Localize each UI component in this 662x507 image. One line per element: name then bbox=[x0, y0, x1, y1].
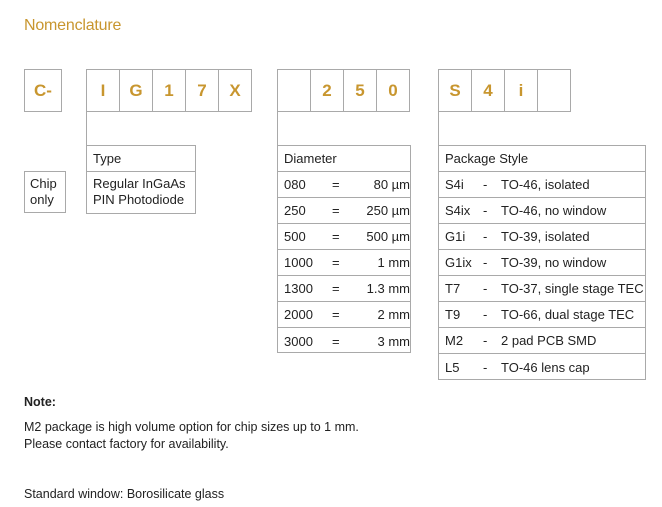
diameter-code: 250 bbox=[284, 203, 306, 218]
table-row bbox=[439, 354, 645, 380]
table-row bbox=[439, 328, 645, 354]
package-description: TO-39, no window bbox=[501, 255, 607, 270]
table-row bbox=[278, 172, 410, 198]
package-code: M2 bbox=[445, 333, 464, 348]
code-prefix-box: C- bbox=[24, 69, 62, 112]
table-row bbox=[439, 276, 645, 302]
package-table bbox=[438, 145, 646, 380]
diameter-code: 2000 bbox=[284, 307, 313, 322]
table-row bbox=[278, 250, 410, 276]
package-code: L5 bbox=[445, 359, 460, 375]
table-row bbox=[439, 198, 645, 224]
code-box-g1-1: I bbox=[86, 69, 120, 112]
code-box-g2-1 bbox=[277, 69, 311, 112]
diameter-table-header: Diameter bbox=[278, 146, 410, 172]
chip-only-label bbox=[24, 171, 66, 213]
package-description: 2 pad PCB SMD bbox=[501, 333, 597, 348]
connector-diameter bbox=[277, 112, 278, 145]
dash-separator: - bbox=[483, 281, 488, 296]
page-title: Nomenclature bbox=[24, 17, 122, 34]
dash-separator: - bbox=[483, 307, 488, 322]
code-box-g3-1: S bbox=[438, 69, 472, 112]
diameter-code: 500 bbox=[284, 229, 306, 244]
code-box-g2-3: 5 bbox=[343, 69, 377, 112]
package-code: G1ix bbox=[445, 255, 472, 270]
equals-sign: = bbox=[332, 255, 340, 270]
dash-separator: - bbox=[483, 229, 488, 244]
connector-package bbox=[438, 112, 439, 145]
table-row bbox=[278, 276, 410, 302]
code-box-g3-3: i bbox=[504, 69, 538, 112]
dash-separator: - bbox=[483, 359, 488, 375]
diameter-value: 3 mm bbox=[377, 333, 410, 349]
type-line1: Regular InGaAs bbox=[93, 176, 186, 191]
type-table-header: Type bbox=[87, 146, 195, 172]
diameter-value: 250 µm bbox=[366, 203, 410, 218]
code-box-g1-5: X bbox=[218, 69, 252, 112]
equals-sign: = bbox=[332, 281, 340, 296]
package-code: T9 bbox=[445, 307, 461, 322]
code-box-g1-2: G bbox=[119, 69, 153, 112]
table-row bbox=[439, 224, 645, 250]
dash-separator: - bbox=[483, 203, 488, 218]
dash-separator: - bbox=[483, 177, 488, 192]
equals-sign: = bbox=[332, 333, 340, 349]
equals-sign: = bbox=[332, 229, 340, 244]
window-note: Standard window: Borosilicate glass bbox=[24, 487, 225, 501]
equals-sign: = bbox=[332, 203, 340, 218]
package-code: S4ix bbox=[445, 203, 471, 218]
code-box-g3-4 bbox=[537, 69, 571, 112]
diameter-code: 1300 bbox=[284, 281, 313, 296]
type-line2: PIN Photodiode bbox=[93, 192, 185, 207]
table-row bbox=[278, 198, 410, 224]
dash-separator: - bbox=[483, 333, 488, 348]
code-box-g2-2: 2 bbox=[310, 69, 344, 112]
type-table bbox=[86, 145, 196, 214]
diameter-value: 500 µm bbox=[366, 229, 410, 244]
chip-label-line2: only bbox=[30, 192, 54, 207]
package-description: TO-46, no window bbox=[501, 203, 607, 218]
package-description: TO-46, isolated bbox=[501, 177, 590, 192]
table-row bbox=[439, 302, 645, 328]
note-line1: M2 package is high volume option for chip sizes up to 1 mm. bbox=[24, 420, 359, 434]
diameter-code: 1000 bbox=[284, 255, 313, 270]
package-code: T7 bbox=[445, 281, 461, 296]
dash-separator: - bbox=[483, 255, 488, 270]
note-heading: Note: bbox=[24, 395, 56, 409]
connector-type bbox=[86, 112, 87, 145]
diameter-code: 3000 bbox=[284, 333, 313, 349]
diameter-table bbox=[277, 145, 411, 353]
diameter-code: 080 bbox=[284, 177, 306, 192]
code-box-g3-2: 4 bbox=[471, 69, 505, 112]
code-box-g1-3: 1 bbox=[152, 69, 186, 112]
equals-sign: = bbox=[332, 307, 340, 322]
note-line2: Please contact factory for availability. bbox=[24, 437, 229, 451]
type-description bbox=[87, 172, 195, 212]
table-row bbox=[278, 328, 410, 354]
diameter-value: 2 mm bbox=[377, 307, 410, 322]
package-table-header: Package Style bbox=[439, 146, 645, 172]
table-row bbox=[278, 224, 410, 250]
table-row bbox=[439, 250, 645, 276]
package-code: G1i bbox=[445, 229, 466, 244]
table-row bbox=[439, 172, 645, 198]
diameter-value: 1 mm bbox=[377, 255, 410, 270]
code-box-g1-4: 7 bbox=[185, 69, 219, 112]
package-description: TO-46 lens cap bbox=[501, 359, 590, 375]
package-description: TO-37, single stage TEC bbox=[501, 281, 644, 296]
equals-sign: = bbox=[332, 177, 340, 192]
code-box-g2-4: 0 bbox=[376, 69, 410, 112]
package-description: TO-39, isolated bbox=[501, 229, 590, 244]
chip-label-line1: Chip bbox=[30, 176, 57, 191]
package-description: TO-66, dual stage TEC bbox=[501, 307, 635, 322]
table-row bbox=[278, 302, 410, 328]
diameter-value: 1.3 mm bbox=[366, 281, 410, 296]
package-code: S4i bbox=[445, 177, 464, 192]
diameter-value: 80 µm bbox=[373, 177, 410, 192]
